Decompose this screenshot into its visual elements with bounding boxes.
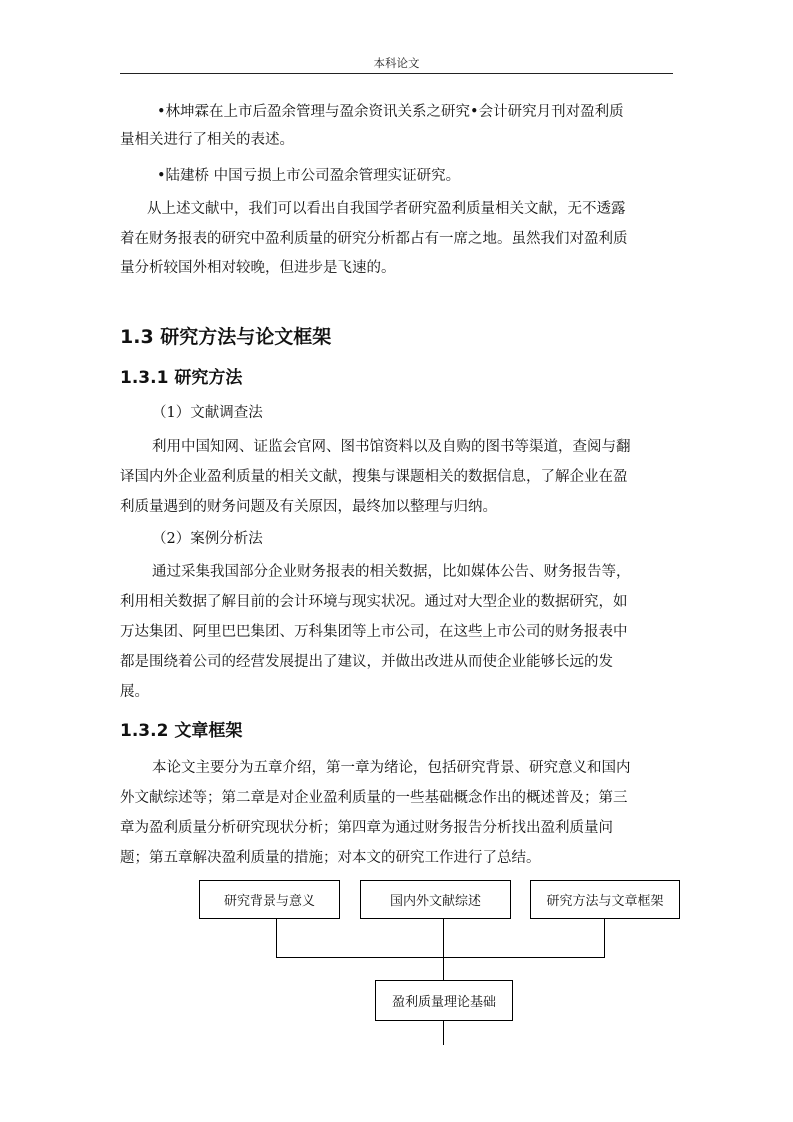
page-header-title: 本科论文: [373, 56, 420, 70]
paragraph-line: 利用中国知网、证监会官网、图书馆资料以及自购的图书等渠道，查阅与翻: [152, 439, 631, 455]
diagram-connector: [443, 919, 444, 957]
subsection-heading-1-3-2: 1.3.2 文章框架: [120, 721, 243, 741]
diagram-box-methods: 研究方法与文章框架: [530, 880, 680, 919]
paragraph-line: 都是围绕着公司的经营发展提出了建议，并做出改进从而使企业能够长远的发: [120, 654, 613, 670]
diagram-connector: [443, 1021, 444, 1045]
paragraph-line: 译国内外企业盈利质量的相关文献，搜集与课题相关的数据信息，了解企业在盈: [120, 469, 628, 485]
section-heading-1-3: 1.3 研究方法与论文框架: [120, 326, 332, 348]
diagram-box-background: 研究背景与意义: [199, 880, 340, 919]
paragraph-line: 本论文主要分为五章介绍，第一章为绪论，包括研究背景、研究意义和国内: [152, 760, 631, 776]
diagram-box-theory: 盈利质量理论基础: [375, 980, 513, 1021]
paragraph-line: 量分析较国外相对较晚，但进步是飞速的。: [120, 260, 396, 276]
paragraph-line: 着在财务报表的研究中盈利质量的研究分析都占有一席之地。虽然我们对盈利质: [120, 231, 628, 247]
diagram-connector: [276, 957, 605, 958]
paragraph-line: 万达集团、阿里巴巴集团、万科集团等上市公司，在这些上市公司的财务报表中: [120, 624, 628, 640]
paragraph-line: 外文献综述等；第二章是对企业盈利质量的一些基础概念作出的概述普及；第三: [120, 790, 628, 806]
subsection-heading-1-3-1: 1.3.1 研究方法: [120, 368, 243, 388]
paragraph-line: 利质量遇到的财务问题及有关原因，最终加以整理与归纳。: [120, 499, 497, 515]
method-title: （2）案例分析法: [152, 531, 263, 547]
paragraph-line: •陆建桥 中国亏损上市公司盈余管理实证研究。: [157, 168, 461, 184]
paragraph-line: 利用相关数据了解目前的会计环境与现实状况。通过对大型企业的数据研究，如: [120, 594, 628, 610]
paragraph-line: 章为盈利质量分析研究现状分析；第四章为通过财务报告分析找出盈利质量问: [120, 820, 613, 836]
paragraph-line: 从上述文献中，我们可以看出自我国学者研究盈利质量相关文献，无不透露: [147, 201, 626, 217]
diagram-box-literature: 国内外文献综述: [360, 880, 511, 919]
paragraph-line: 通过采集我国部分企业财务报表的相关数据，比如媒体公告、财务报告等，: [152, 564, 631, 580]
diagram-connector: [276, 919, 277, 957]
page-header-rule: [120, 73, 673, 74]
diagram-connector: [604, 919, 605, 957]
paragraph-line: 展。: [120, 684, 149, 700]
diagram-connector: [443, 957, 444, 980]
paragraph-line: 题；第五章解决盈利质量的措施；对本文的研究工作进行了总结。: [120, 850, 541, 866]
paragraph-line: •林坤霖在上市后盈余管理与盈余资讯关系之研究•会计研究月刊对盈利质: [157, 104, 624, 120]
paragraph-line: 量相关进行了相关的表述。: [120, 132, 294, 148]
method-title: （1）文献调查法: [152, 405, 263, 421]
